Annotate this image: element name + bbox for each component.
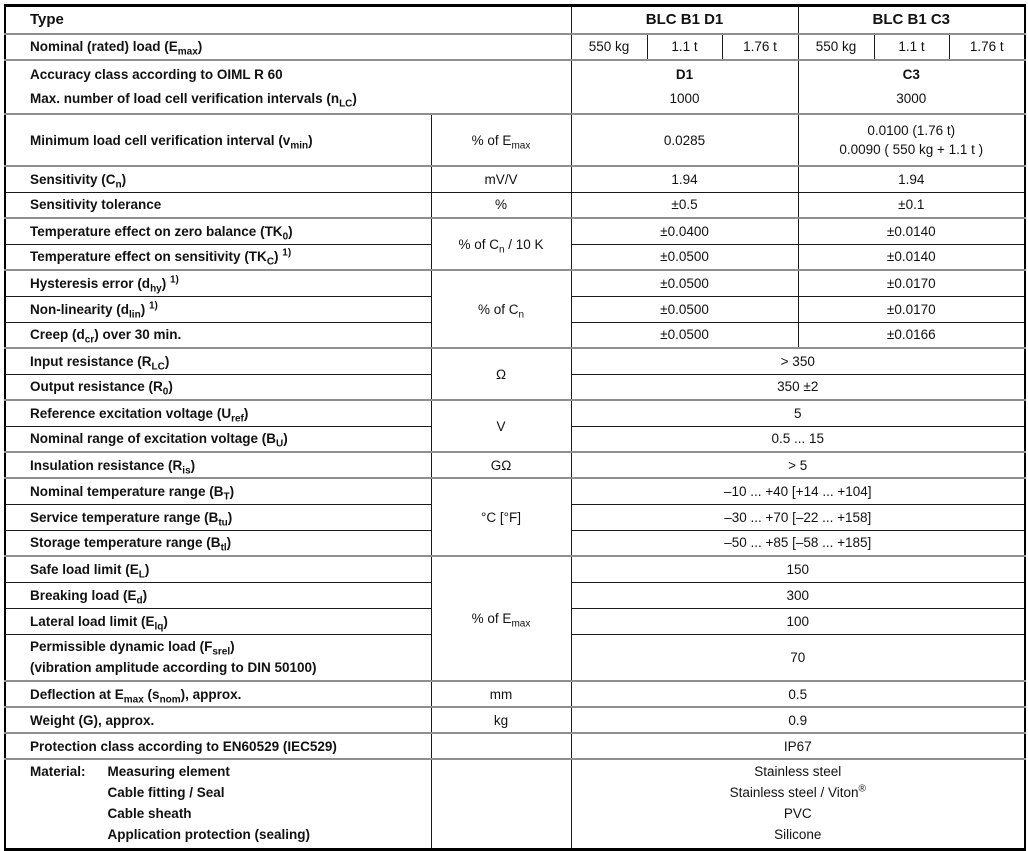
unit-cell: Ω <box>431 348 571 400</box>
value-cell-d1: ±0.0500 <box>571 270 798 296</box>
value-cell-full: 5 <box>571 400 1025 426</box>
row-label: Protection class according to EN60529 (IEC529) <box>5 733 431 759</box>
row-accuracy-class <box>5 60 1025 115</box>
value-cell-full: 0.5 ... 15 <box>571 426 1025 452</box>
unit-cell: mV/V <box>431 166 571 192</box>
value-cell-d1: 550 kg <box>571 34 647 60</box>
row-label: Reference excitation voltage $(U_{ref})$ <box>5 400 431 426</box>
row-label <box>5 759 431 849</box>
material-item: Cable fitting / Seal <box>107 785 225 801</box>
row-label: Output resistance $(R_0)$ <box>5 374 431 400</box>
value-cell-c3: ±0.0170 <box>798 296 1025 322</box>
row-safe-load-limit <box>5 556 1025 582</box>
row-label: Minimum load cell verification interval $(v_{min})$ <box>5 114 431 166</box>
value-cell-full: 300 <box>571 582 1025 608</box>
value-cell-d1: ±0.0500 <box>571 296 798 322</box>
value-cell-full: 350 ±2 <box>571 374 1025 400</box>
row-label: Permissible dynamic load $(F_{srel})$ (vibration amplitude according to DIN 50100) <box>5 634 431 681</box>
row-label: Temperature effect on sensitivity $(TK_C)$ $^{1)}$ <box>5 244 431 270</box>
value-cell-c3: ±0.0140 <box>798 244 1025 270</box>
unit-cell: mm <box>431 681 571 707</box>
row-type <box>5 6 1025 34</box>
row-label: Hysteresis error $(d_{hy})$ $^{1)}$ <box>5 270 431 296</box>
unit-cell: kg <box>431 707 571 733</box>
row-sensitivity-tolerance <box>5 192 1025 218</box>
row-nominal-load <box>5 34 1025 60</box>
value-cell-d1: 1.1 t <box>647 34 722 60</box>
row-label: Deflection at $E_{max}$ $(s_{nom})$, approx. <box>5 681 431 707</box>
unit-cell: % of $E_{max}$ <box>431 114 571 166</box>
material-item: Application protection (sealing) <box>107 827 311 843</box>
row-label: Nominal range of excitation voltage $(B_U)$ <box>5 426 431 452</box>
row-weight <box>5 707 1025 733</box>
value-cell-c3: 1.1 t <box>874 34 949 60</box>
value-cell-full: > 5 <box>571 452 1025 478</box>
value-cell-full: Stainless steel Stainless steel / Viton® PVC Silicone <box>571 759 1025 849</box>
type-header-label: Type <box>5 6 571 34</box>
intervals-d1: 1000 <box>669 91 700 107</box>
row-nominal-temperature <box>5 478 1025 504</box>
value-cell-c3 <box>798 60 1025 115</box>
row-material <box>5 759 1025 849</box>
row-label: Safe load limit $(E_L)$ <box>5 556 431 582</box>
accuracy-class-c3: C3 <box>902 66 920 82</box>
intervals-c3: 3000 <box>896 91 927 107</box>
row-hysteresis <box>5 270 1025 296</box>
row-input-resistance <box>5 348 1025 374</box>
row-label: Creep $(d_{cr})$ over 30 min. <box>5 322 431 348</box>
accuracy-class-d1: D1 <box>675 66 694 82</box>
value-cell-d1: 1.76 t <box>722 34 798 60</box>
spec-table <box>4 4 1026 851</box>
row-label: Insulation resistance $(R_{is})$ <box>5 452 431 478</box>
value-cell-d1 <box>571 60 798 115</box>
row-tk0 <box>5 218 1025 244</box>
unit-cell: % of $E_{max}$ <box>431 556 571 681</box>
row-label: Weight (G), approx. <box>5 707 431 733</box>
unit-cell: GΩ <box>431 452 571 478</box>
value-cell-c3: ±0.1 <box>798 192 1025 218</box>
row-label <box>5 60 571 115</box>
unit-cell <box>431 759 571 849</box>
value-cell-c3: 1.76 t <box>949 34 1025 60</box>
row-label: Non-linearity $(d_{lin})$ $^{1)}$ <box>5 296 431 322</box>
value-cell-c3: 550 kg <box>798 34 874 60</box>
value-cell-full: 70 <box>571 634 1025 681</box>
value-cell-full: 0.9 <box>571 707 1025 733</box>
value-cell-d1: ±0.0500 <box>571 244 798 270</box>
unit-cell <box>431 733 571 759</box>
unit-cell: % of $C_n$ <box>431 270 571 348</box>
value-cell-full: 0.5 <box>571 681 1025 707</box>
row-vmin <box>5 114 1025 166</box>
row-label: Input resistance $(R_{LC})$ <box>5 348 431 374</box>
column-header-d1: BLC B1 D1 <box>571 6 798 34</box>
row-deflection <box>5 681 1025 707</box>
row-label: Sensitivity tolerance <box>5 192 431 218</box>
value-cell-c3: ±0.0170 <box>798 270 1025 296</box>
value-cell-c3: ±0.0166 <box>798 322 1025 348</box>
unit-cell: % <box>431 192 571 218</box>
row-insulation-resistance <box>5 452 1025 478</box>
row-label: Sensitivity $(C_n)$ <box>5 166 431 192</box>
row-label: Lateral load limit $(E_{lq})$ <box>5 608 431 634</box>
row-label: Temperature effect on zero balance $(TK_0)$ <box>5 218 431 244</box>
row-label: Nominal (rated) load $(E_{max})$ <box>5 34 571 60</box>
row-sensitivity <box>5 166 1025 192</box>
material-word: Material: <box>30 764 86 780</box>
value-cell-d1: ±0.5 <box>571 192 798 218</box>
value-cell-full: > 350 <box>571 348 1025 374</box>
row-reference-voltage <box>5 400 1025 426</box>
column-header-c3: BLC B1 C3 <box>798 6 1025 34</box>
value-cell-full: 100 <box>571 608 1025 634</box>
value-cell-full: IP67 <box>571 733 1025 759</box>
value-cell-full: –30 ... +70 [–22 ... +158] <box>571 504 1025 530</box>
value-cell-c3: 0.0100 (1.76 t) 0.0090 ( 550 kg + 1.1 t ) <box>798 114 1025 166</box>
row-label: Breaking load $(E_d)$ <box>5 582 431 608</box>
row-label: Service temperature range $(B_{tu})$ <box>5 504 431 530</box>
value-cell-d1: 1.94 <box>571 166 798 192</box>
value-cell-full: –10 ... +40 [+14 ... +104] <box>571 478 1025 504</box>
unit-cell: % of $C_n / 10$ K <box>431 218 571 270</box>
value-cell-full: –50 ... +85 [–58 ... +185] <box>571 530 1025 556</box>
accuracy-class-label: Accuracy class according to OIML R 60 <box>30 66 283 82</box>
unit-cell: °C [°F] <box>431 478 571 556</box>
value-cell-d1: 0.0285 <box>571 114 798 166</box>
unit-cell: V <box>431 400 571 452</box>
value-cell-d1: ±0.0500 <box>571 322 798 348</box>
value-cell-c3: ±0.0140 <box>798 218 1025 244</box>
value-cell-d1: ±0.0400 <box>571 218 798 244</box>
material-item: Measuring element <box>107 764 230 780</box>
value-cell-full: 150 <box>571 556 1025 582</box>
material-item: Cable sheath <box>107 806 192 822</box>
row-protection-class <box>5 733 1025 759</box>
value-cell-c3: 1.94 <box>798 166 1025 192</box>
intervals-label: Max. number of load cell verification intervals $(n_{LC})$ <box>30 91 357 110</box>
row-label: Storage temperature range $(B_{tl})$ <box>5 530 431 556</box>
row-label: Nominal temperature range $(B_T)$ <box>5 478 431 504</box>
